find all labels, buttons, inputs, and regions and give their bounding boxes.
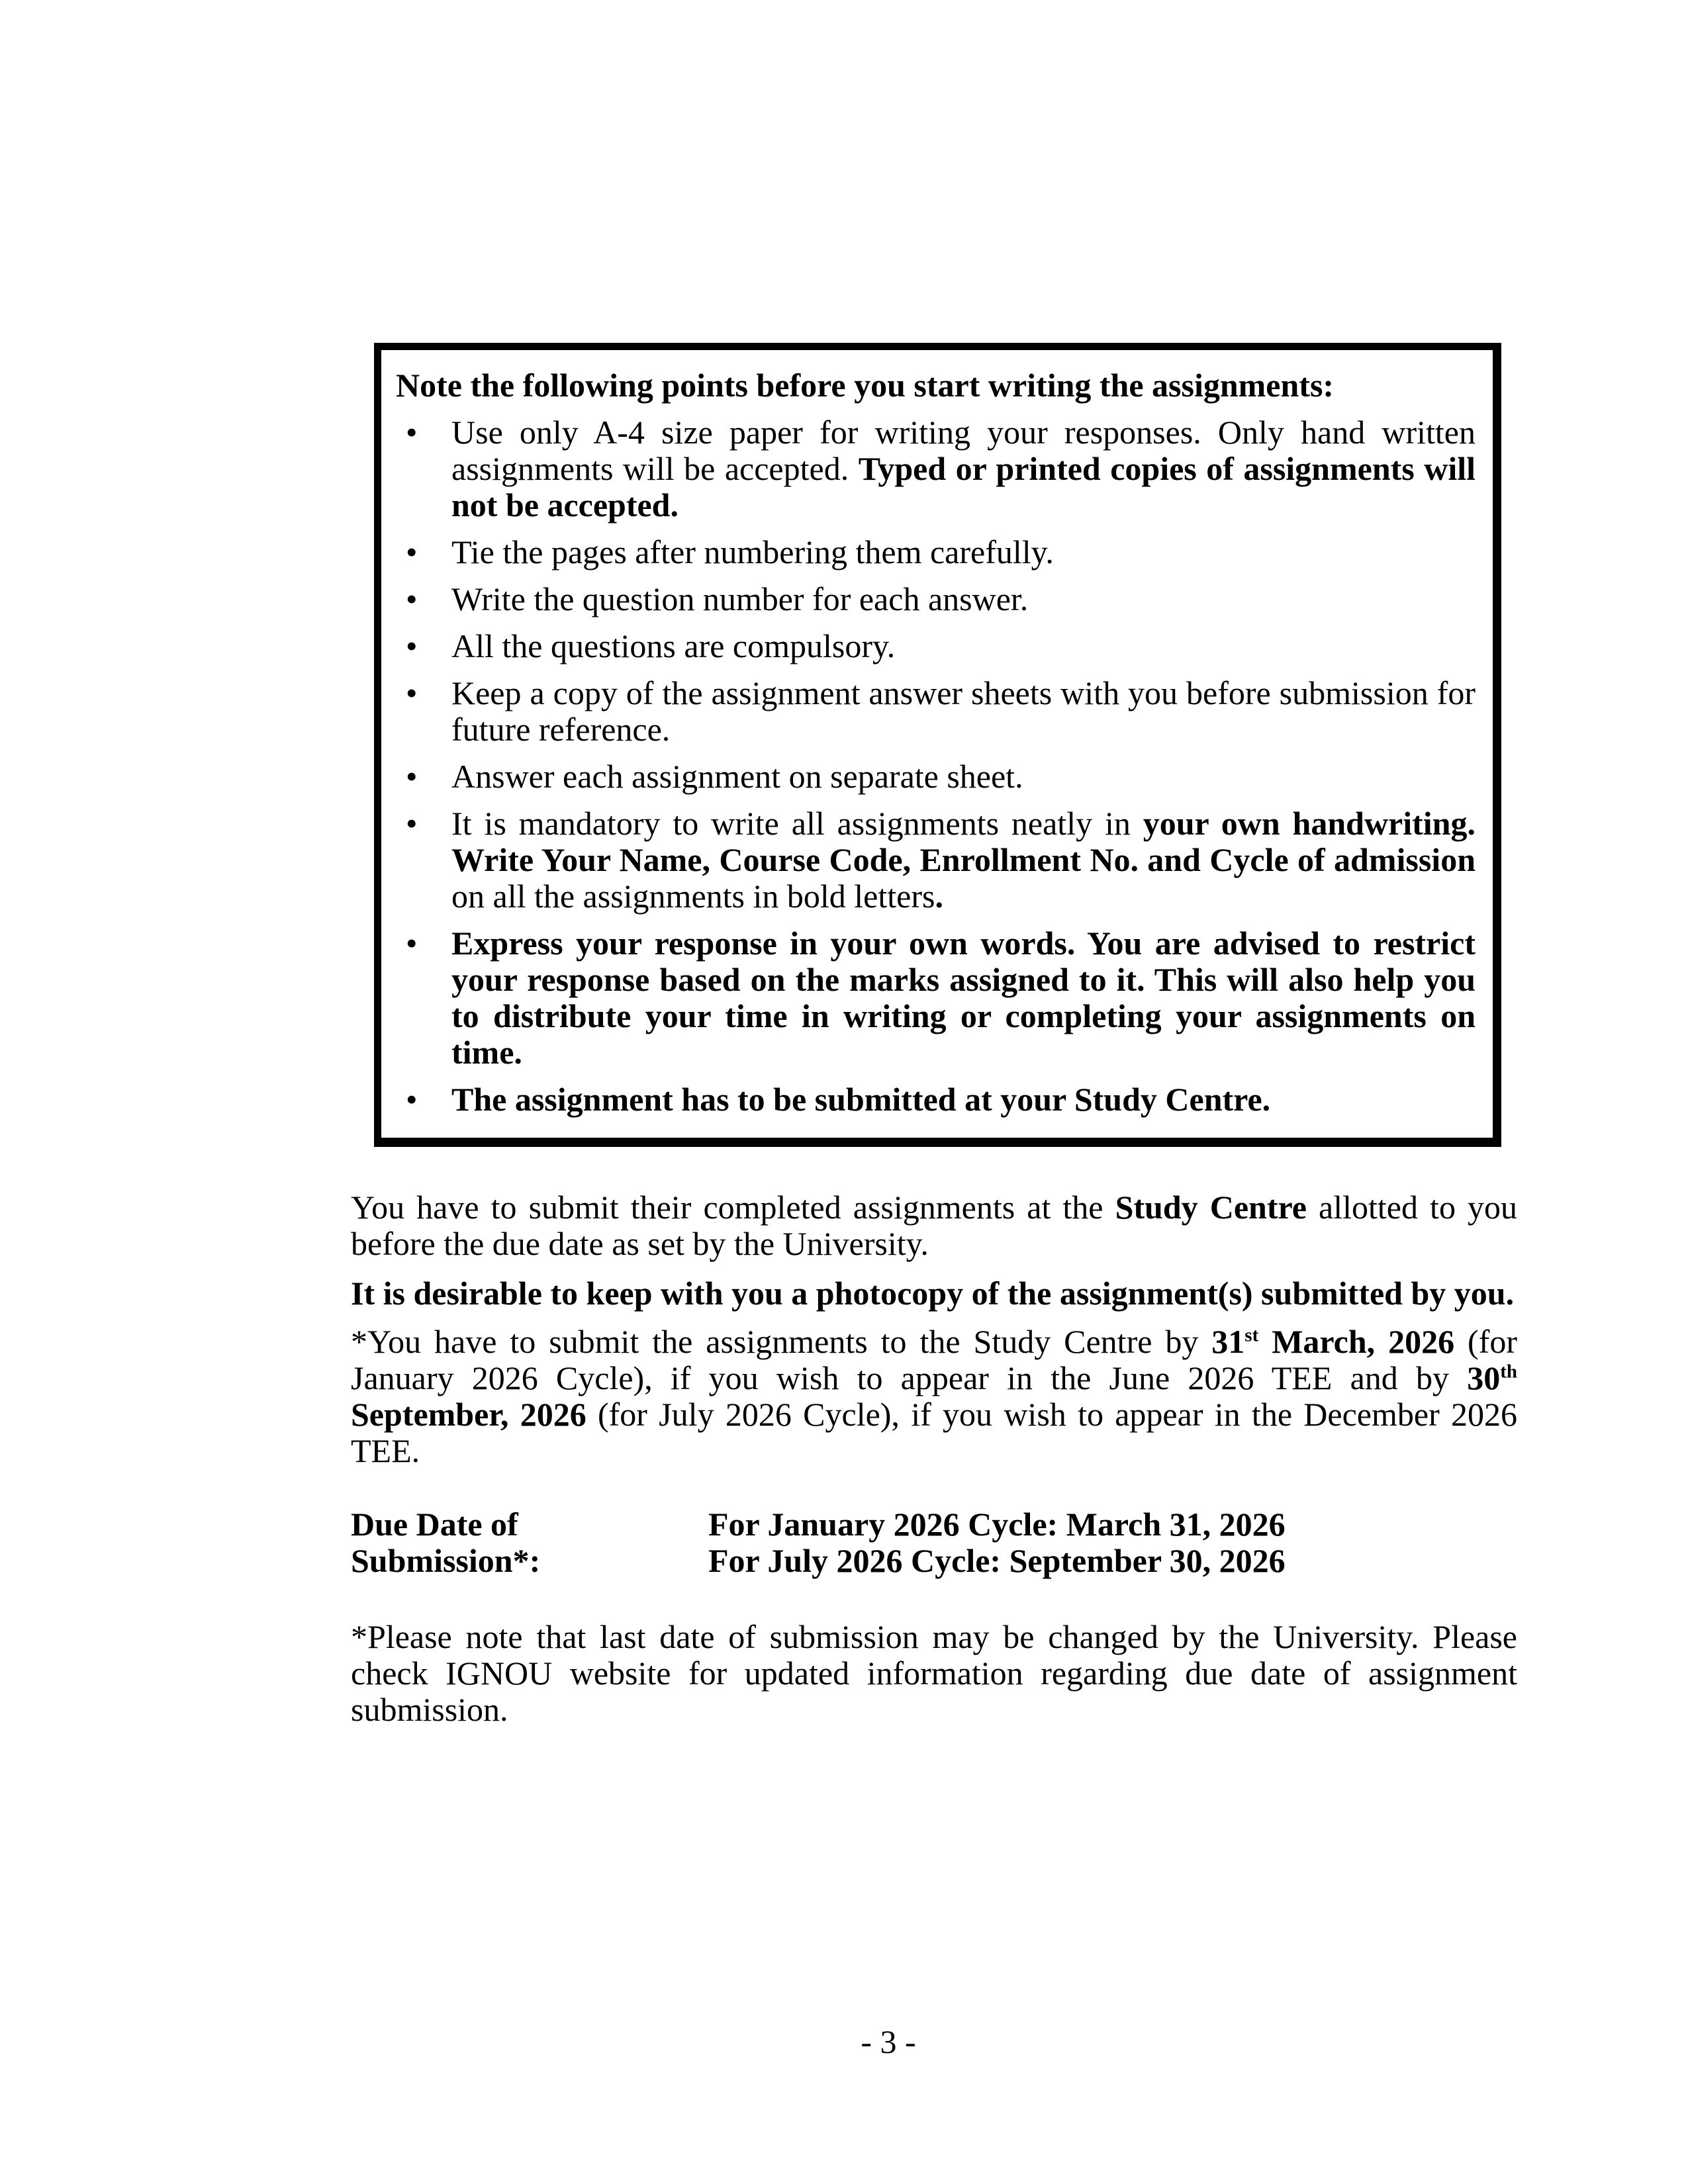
paragraph-submit-study-centre: You have to submit their completed assignments at the Study Centre allotted to you before the due date as set by the University.	[351, 1189, 1518, 1262]
paragraph-keep-photocopy: It is desirable to keep with you a photocopy of the assignment(s) submitted by you.	[351, 1275, 1515, 1312]
notice-bullet-item: • Write the question number for each answer.	[396, 581, 1476, 617]
due-date-lines	[708, 1506, 1517, 1579]
due-date-line-july: For July 2026 Cycle: September 30, 2026	[708, 1542, 1286, 1579]
due-date-block	[351, 1506, 1517, 1579]
notice-bullet-item: • Use only A-4 size paper for writing your responses. Only hand written assignments will be accepted. Typed or printed copies of assignments will not be accepted.	[396, 414, 1476, 523]
due-date-label: Due Date of Submission*:	[351, 1506, 541, 1579]
page-content	[351, 343, 1517, 1728]
notice-box-title: Note the following points before you start writing the assignments:	[396, 367, 1335, 404]
notice-bullet-item: • The assignment has to be submitted at your Study Centre.	[396, 1081, 1476, 1118]
notice-bullet-item: • Tie the pages after numbering them carefully.	[396, 534, 1476, 570]
notice-bullet-item: • All the questions are compulsory.	[396, 628, 1476, 664]
notice-bullet-item: • It is mandatory to write all assignments neatly in your own handwriting. Write Your Name, Course Code, Enrollment No. and Cycle of admission on all the assignments in bold letters.	[396, 805, 1476, 915]
notice-bullet-item: • Keep a copy of the assignment answer sheets with you before submission for future reference.	[396, 675, 1476, 748]
notice-list	[396, 414, 1476, 1118]
notice-bullet-item: • Express your response in your own words. You are advised to restrict your response based on the marks assigned to it. This will also help you to distribute your time in writing or completing your assignments on time.	[396, 925, 1476, 1071]
page-number: - 3 -	[861, 2023, 916, 2060]
due-date-line-january: For January 2026 Cycle: March 31, 2026	[708, 1506, 1286, 1543]
notice-bullet-item: • Answer each assignment on separate sheet.	[396, 758, 1476, 795]
paragraph-date-change-note: *Please note that last date of submission may be changed by the University. Please check IGNOU website for updated information regarding due date of assignment submission.	[351, 1618, 1517, 1728]
paragraph-submission-deadline: *You have to submit the assignments to the Study Centre by 31st March, 2026 (for January 2026 Cycle), if you wish to appear in the June 2026 TEE and by 30th September, 2026 (for July 2026 Cycle), if you wish to appear in the December 2026 TEE.	[351, 1323, 1518, 1469]
notice-box	[374, 343, 1501, 1147]
